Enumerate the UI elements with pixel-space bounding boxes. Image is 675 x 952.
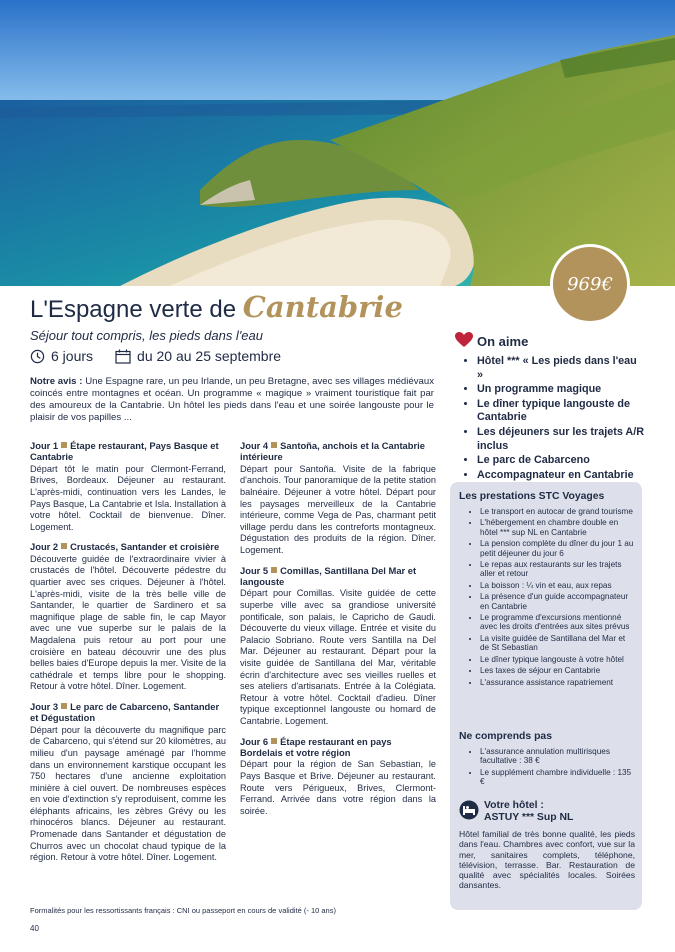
square-icon — [271, 738, 277, 744]
included-list — [459, 507, 635, 687]
square-icon — [61, 442, 67, 448]
title-main: L'Espagne verte de — [30, 296, 243, 323]
day-text: Découverte guidée de l'extraordinaire vivier à crustacés de l'hôtel. Découverte pédestre du quartier avec ses criques. Déjeuner à l'hôtel. L'après-midi, visite de la très belle ville de Santander, le quartier de Sardinero et sa magnifique plage de sable fin, le cap Mayor avec une vue superbe sur le palais de la Magdalena puis retour au port pour une croisière en bateau découvrir une des plus belles baies d'Europe depuis la mer. Visite de la cathédrale et temps libre pour le shopping. Retour à votre hôtel. Dîner. Logement. — [30, 553, 226, 692]
title-accent: Cantabrie — [242, 290, 403, 324]
prestations-title: Les prestations STC Voyages — [459, 491, 605, 502]
day-text: Départ pour la région de San Sebastian, le Pays Basque et Brive. Déjeuner au restaurant. Route vers Périgueux, Brives, Clermont-Ferrand. Arrivée dans votre région dans la soirée. — [240, 759, 436, 816]
list-item: • Le parc de Cabarceno — [477, 454, 645, 468]
list-item: • Hôtel *** « Les pieds dans l'eau » — [477, 355, 645, 382]
calendar-icon — [115, 349, 131, 364]
not-included-section — [459, 731, 635, 789]
square-icon — [61, 703, 67, 709]
page-number: 40 — [30, 924, 39, 933]
bed-icon — [459, 800, 479, 825]
subtitle: Séjour tout compris, les pieds dans l'eau — [30, 328, 263, 343]
clock-icon — [30, 349, 45, 364]
trip-meta — [30, 348, 281, 364]
on-aime-title: On aime — [477, 334, 529, 349]
day-number: Jour 5 — [240, 564, 269, 576]
day-title: Étape restaurant en pays Bordelais et votre région — [240, 735, 392, 758]
list-item: • Le dîner typique langouste à votre hôtel — [480, 655, 635, 664]
list-item: • La présence d'un guide accompagnateur en Cantabrie — [480, 592, 635, 611]
on-aime-list — [455, 355, 645, 482]
itinerary-column-2 — [240, 440, 436, 825]
list-item: • L'hébergement en chambre double en hôtel *** sup NL en Cantabrie — [480, 518, 635, 537]
day-block — [240, 736, 436, 818]
hero-photo — [0, 0, 675, 286]
day-block — [240, 440, 436, 557]
day-title: Le parc de Cabarceno, Santander et Dégustation — [30, 700, 220, 724]
day-number: Jour 1 — [30, 440, 59, 451]
day-block — [30, 701, 226, 864]
list-item: • L'assurance annulation multirisques facultative : 38 € — [480, 747, 635, 766]
hotel-description: Hôtel familial de très bonne qualité, les pieds dans l'eau. Chambres avec confort, vue sur la mer, sanitaires complets, téléphone, télévision, terrasse. Bar. Restauration de qualité avec spécialités locales. Soirées dansantes. — [459, 829, 635, 891]
day-text: Départ tôt le matin pour Clermont-Ferrand, Brives, Bordeaux. Déjeuner au restaurant. L'après-midi, continuation vers les Landes, le Pays Basque, La Cantabrie et Isla. Installation à votre hôtel. Cocktail de bienvenue. Dîner. Logement. — [30, 463, 226, 532]
day-title: Santoña, anchois et la Cantabrie intérieure — [240, 440, 425, 463]
day-text: Départ pour Comillas. Visite guidée de cette superbe ville avec sa grandiose université pontificale, son palais, le Capricho de Gaudi. Découverte du vieux village. Entrée et visite du Palacio Sobriano. Route vers Santilla na Del Mar. Déjeuner au restaurant. Départ pour la visite guidée de Santillana del Mar, véritable écrin d'architecture avec ses vieilles ruelles et ses ateliers d'artisanats. Entrée à la Colégiata. Retour à votre hôtel. Cocktail d'adieu. Dîner typique exceptionnel langouste ou homard de Cantabrie. Logement. — [240, 588, 436, 726]
day-title: Comillas, Santillana Del Mar et langouste — [240, 564, 417, 587]
square-icon — [61, 543, 67, 549]
not-included-list — [459, 747, 635, 787]
day-number: Jour 2 — [30, 541, 59, 553]
day-block — [30, 541, 226, 693]
list-item: • Le dîner typique langouste de Cantabrie — [477, 398, 645, 425]
day-number: Jour 4 — [240, 440, 269, 451]
included-section — [459, 491, 635, 689]
prestations-panel — [450, 482, 642, 910]
duration: 6 jours — [51, 348, 94, 364]
square-icon — [271, 567, 277, 573]
day-title: Crustacés, Santander et croisière — [70, 541, 220, 553]
list-item: • Les déjeuners sur les trajets A/R inclus — [477, 426, 645, 453]
list-item: • Accompagnateur en Cantabrie — [477, 469, 645, 483]
page-title — [30, 290, 403, 324]
list-item: • Le programme d'excursions mentionné avec les droits d'entrées aux sites prévus — [480, 613, 635, 632]
intro-text: Une Espagne rare, un peu Irlande, un peu Bretagne, avec ses villages médiévaux coincés entre montagnes et océan. Un programme « magique » vraiment touristique fait par des amoureux de la Cantabrie. Un hôtel les pieds dans l'eau et une soirée langouste pour le plaisir de vos papilles ... — [30, 376, 434, 423]
list-item: • Les taxes de séjour en Cantabrie — [480, 666, 635, 675]
hotel-section — [459, 800, 635, 891]
list-item: • La pension complète du dîner du jour 1 au petit déjeuner du jour 6 — [480, 539, 635, 558]
day-title: Étape restaurant, Pays Basque et Cantabrie — [30, 440, 219, 463]
list-item: • Le transport en autocar de grand tourisme — [480, 507, 635, 516]
day-text: Départ pour Santoña. Visite de la fabrique d'anchois. Tour panoramique de la petite station balnéaire. Déjeuner à votre hôtel. Départ pour les paysages merveilleux de la Cantabrie intérieure, comme Vega de Pas, charmant petit village perdu dans les contreforts montagneux. Dégustation des produits de la région. Dîner. Logement. — [240, 463, 436, 555]
list-item: • La visite guidée de Santillana del Mar et de St Sebastian — [480, 634, 635, 653]
hotel-title: Votre hôtel : — [484, 800, 544, 811]
on-aime-section — [455, 332, 645, 483]
day-number: Jour 6 — [240, 735, 269, 747]
itinerary-column-1 — [30, 440, 226, 872]
heart-icon — [455, 332, 473, 351]
dates: du 20 au 25 septembre — [137, 348, 282, 364]
hotel-name: ASTUY *** Sup NL — [484, 811, 574, 823]
day-number: Jour 3 — [30, 700, 59, 712]
list-item: • Le repas aux restaurants sur les trajets aller et retour — [480, 560, 635, 579]
footer-note: Formalités pour les ressortissants français : CNI ou passeport en cours de validité (- 10 ans) — [30, 906, 336, 915]
square-icon — [271, 442, 277, 448]
price-badge: 969€ — [550, 244, 630, 324]
list-item: • L'assurance assistance rapatriement — [480, 678, 635, 687]
list-item: • Le supplément chambre individuelle : 135 € — [480, 768, 635, 787]
intro-paragraph — [30, 376, 434, 424]
day-text: Départ pour la découverte du magnifique parc de Cabarceno, qui s'étend sur 20 kilomètres, au milieu d'un paysage aménagé par l'homme dans un environnement karstique occupant les 750 hectares d'une ancienne exploitation minière à ciel ouvert. De nombreuses espèces en voie d'extinction s'y reproduisent, comme les éléphants africains, les zèbres Grévy ou les rhinocéros blancs. Déjeuner au restaurant. Promenade dans Santander et dégustation de Churros avec un chocolat chaud typique de la région. Retour à votre hôtel. Dîner. Logement. — [30, 724, 226, 863]
day-block — [240, 565, 436, 728]
list-item: • Un programme magique — [477, 383, 645, 397]
day-block — [30, 440, 226, 533]
intro-label: Notre avis : — [30, 376, 83, 387]
list-item: • La boisson : ¼ vin et eau, aux repas — [480, 581, 635, 590]
not-included-title: Ne comprends pas — [459, 731, 552, 742]
